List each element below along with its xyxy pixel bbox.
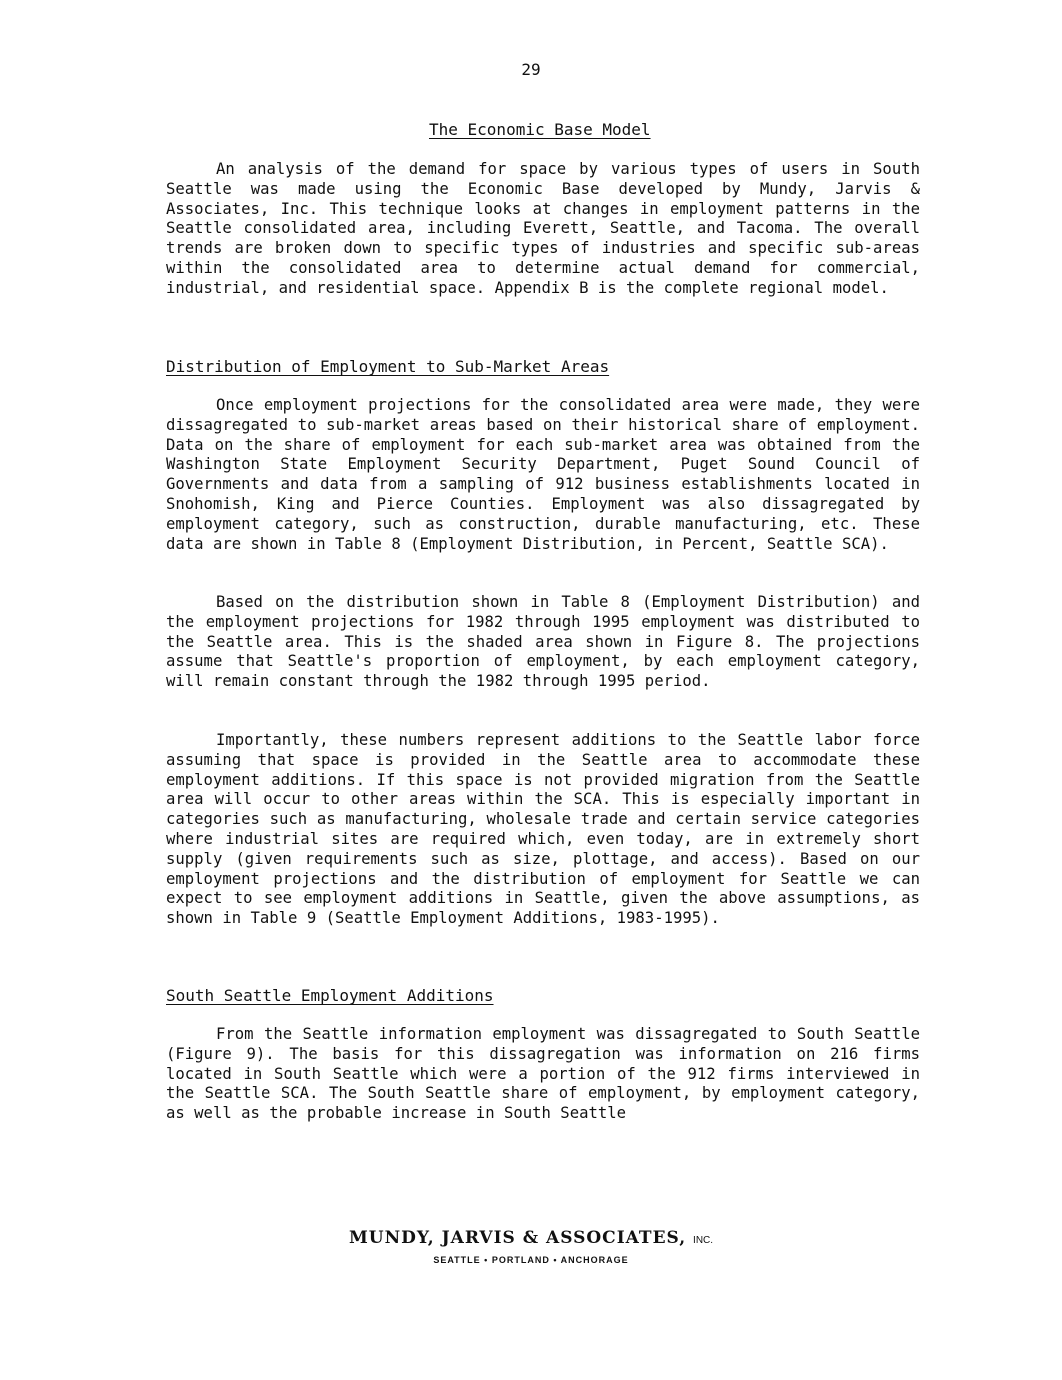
- paragraph-economic-base-1: An analysis of the demand for space by various types of users in South Seattle was made using the Economic Base developed by Mundy, Jarvis & Associates, Inc. This technique looks at changes in employment patterns in the Seattle consolidated area, including Everett, Seattle, and Tacoma. The overall trends are broken down to specific types of industries and specific sub-areas within the consolidated area to determine actual demand for commercial, industrial, and residential space. Appendix B is the complete regional model.: [166, 160, 920, 297]
- page-number: 29: [521, 60, 541, 79]
- footer-firm-text: MUNDY, JARVIS & ASSOCIATES,: [348, 1228, 687, 1248]
- footer-firm-suffix: INC.: [693, 1235, 714, 1246]
- section-heading-economic-base-model: The Economic Base Model: [429, 120, 651, 139]
- footer-firm-name: [0, 1228, 1062, 1248]
- section-heading-south-seattle-employment: South Seattle Employment Additions: [166, 986, 494, 1005]
- footer-cities: SEATTLE • PORTLAND • ANCHORAGE: [433, 1255, 629, 1265]
- section-heading-distribution-of-employment: Distribution of Employment to Sub-Market Areas: [166, 357, 610, 376]
- paragraph-south-seattle-1: From the Seattle information employment was dissagregated to South Seattle (Figure 9). The basis for this dissagregation was information on 216 firms located in South Seattle which were a portion of the 912 firms interviewed in the Seattle SCA. The South Seattle share of employment, by employment category, as well as the probable increase in South Seattle: [166, 1025, 920, 1123]
- paragraph-distribution-1: Once employment projections for the consolidated area were made, they were dissagregated to sub-market areas based on their historical share of employment. Data on the share of employment for each sub-market area was obtained from the Washington State Employment Security Department, Puget Sound Council of Governments and data from a sampling of 912 business establishments located in Snohomish, King and Pierce Counties. Employment was also dissagregated by employment category, such as construction, durable manufacturing, etc. These data are shown in Table 8 (Employment Distribution, in Percent, Seattle SCA).: [166, 396, 920, 553]
- paragraph-distribution-2: Based on the distribution shown in Table 8 (Employment Distribution) and the employment projections for 1982 through 1995 employment was distributed to the Seattle area. This is the shaded area shown in Figure 8. The projections assume that Seattle's proportion of employment, by each employment category, will remain constant through the 1982 through 1995 period.: [166, 593, 920, 691]
- paragraph-distribution-3: Importantly, these numbers represent additions to the Seattle labor force assuming that space is provided in the Seattle area to accommodate these employment additions. If this space is not provided migration from the Seattle area will occur to other areas within the SCA. This is especially important in categories such as manufacturing, wholesale trade and certain service categories where industrial sites are required which, even today, are in extremely short supply (given requirements such as size, plottage, and access). Based on our employment projections and the distribution of employment for Seattle we can expect to see employment additions in Seattle, given the above assumptions, as shown in Table 9 (Seattle Employment Additions, 1983-1995).: [166, 731, 920, 928]
